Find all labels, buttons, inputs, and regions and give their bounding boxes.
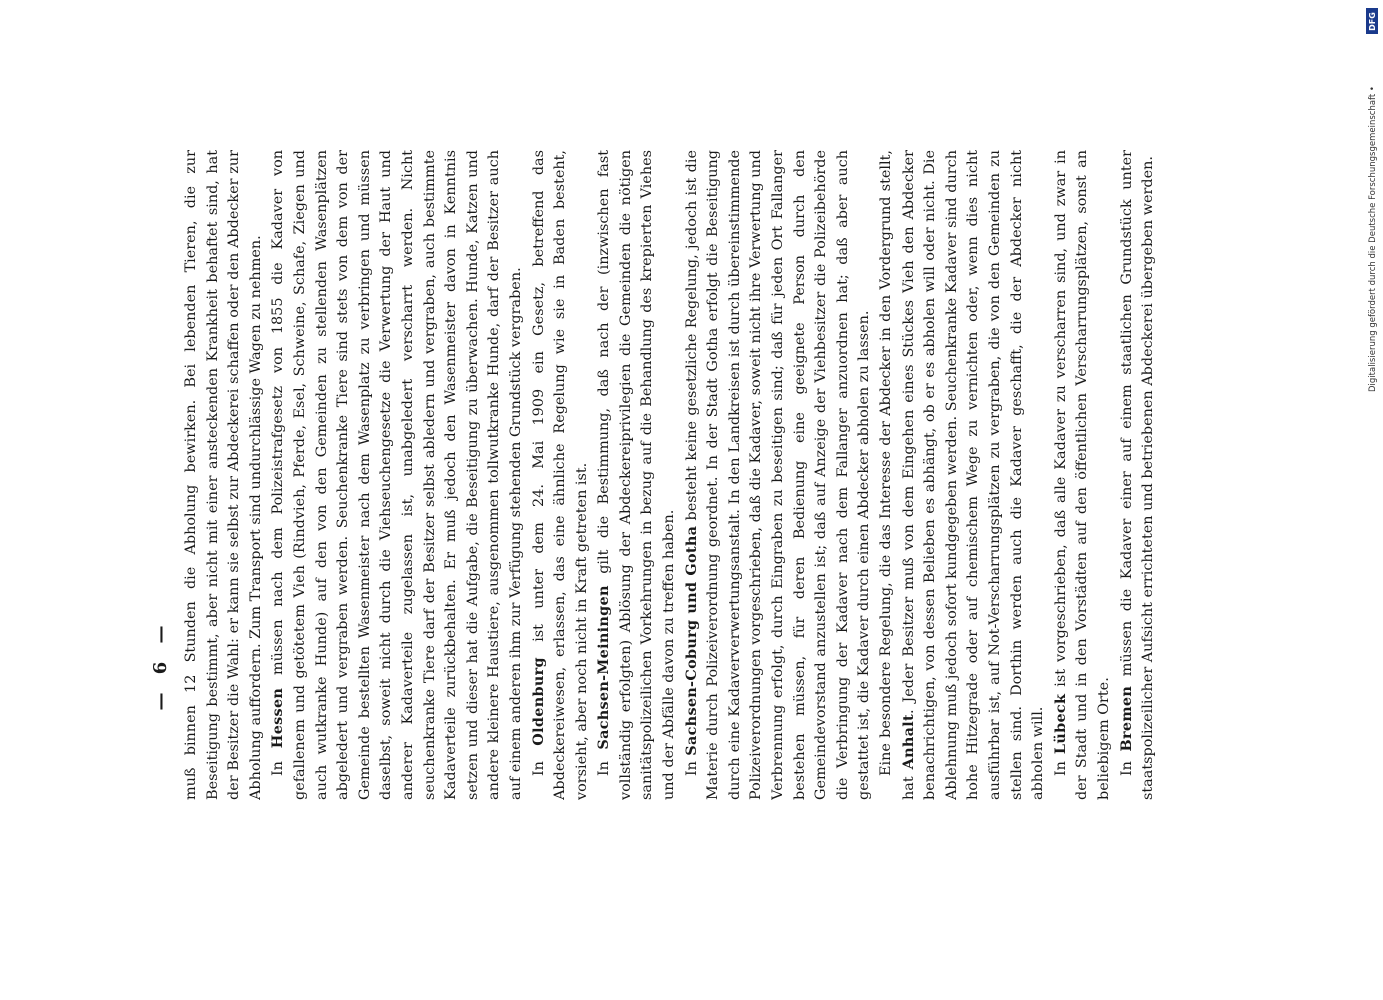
- region-name: Hessen: [269, 687, 287, 749]
- text-run: In: [270, 748, 287, 776]
- paragraph: [1116, 150, 1160, 800]
- text-run: gilt die Bestimmung, daß nach der (inzwischen fast vollständig erfolgten) Ablösung der Abdeckereiprivilegien die Gemeinden die nötigen sanitätspolizeilichen Vorkehrungen in bezug auf die Behandlung des krepierten Viehes und der Abfälle davon zu treffen haben.: [596, 150, 678, 800]
- digitization-credit-text: Digitalisierung gefördert durch die Deutsche Forschungsgemeinschaft •: [1368, 86, 1378, 392]
- paragraph: [267, 150, 527, 800]
- text-run: In: [683, 755, 700, 776]
- paragraph: [593, 150, 680, 800]
- text-run: Eine besondere Regelung, die das Interesse der Abdecker in den Vordergrund stellt, hat: [878, 150, 917, 800]
- paragraph: [528, 150, 594, 800]
- region-name: Sachsen-Coburg und Gotha: [682, 525, 700, 756]
- region-name: Bremen: [1117, 685, 1135, 752]
- paragraph: [181, 150, 267, 800]
- paragraph: [876, 150, 1050, 800]
- region-name: Oldenburg: [529, 657, 547, 746]
- text-run: ist vorgeschrieben, daß alle Kadaver zu verscharren sind, und zwar in der Stadt und in den Vorstädten auf den öffentlichen Verscharrungsplätzen, sonst an beliebigem Orte.: [1052, 150, 1112, 800]
- region-name: Sachsen-Meiningen: [595, 585, 613, 750]
- text-run: müssen die Kadaver einer auf einem staatlichen Grundstück unter staatspolizeilicher Aufsicht errichteten und betriebenen Abdeckerei übergeben werden.: [1118, 150, 1157, 800]
- region-name: Anhalt: [899, 714, 917, 770]
- text-run: In: [1052, 754, 1069, 776]
- region-name: Lübeck: [1051, 693, 1069, 755]
- text-run: müssen nach dem Polizeistrafgesetz von 1855 die Kadaver von gefallenem und getötetem Vieh (Rindvieh, Pferde, Esel, Schweine, Schafe, Ziegen und auch wutkranke Hunde) auf den von den Gemeinden zu stellenden Wasenplätzen abgeledert und vergraben werden. Seuchenkranke Tiere sind stets von dem von der Gemeinde bestellten Wasenmeister nach dem Wasenplatz zu verbringen und müssen daselbst, soweit nicht durch die Viehseuchengesetze die Verwertung der Haut und anderer Kadaverteile zugelassen ist, unabgeledert verscharrt werden. Nicht seuchenkranke Tiere darf der Besitzer selbst abledern und vergraben, auch bestimmte Kadaverteile zurückbehalten. Er muß jedoch den Wasenmeister davon in Kenntnis setzen und dieser hat die Aufgabe, die Beseitigung zu überwachen. Hunde, Katzen und andere kleinere Haustiere, ausgenommen tollwutkranke Hunde, darf der Besitzer auch auf einem anderen ihm zur Verfügung stehenden Grundstück vergraben.: [270, 150, 524, 800]
- text-run: besteht keine gesetzliche Regelung, jedoch ist die Materie durch Polizeiverordnung geordnet. In der Stadt Gotha erfolgt die Beseitigung durch eine Kadaververwertungsanstalt. In den Landkreisen ist durch übereinstimmende Polizeiverordnungen vorgeschrieben, daß die Kadaver, soweit nicht ihre Verwertung und Verbrennung erfolgt, durch Eingraben zu beseitigen sind; daß für jeden Ort Fallanger bestehen müssen, für deren Bedienung eine geeignete Person durch den Gemeindevorstand anzustellen ist; daß auf Anzeige der Viehbesitzer die Polizeibehörde die Verbringung der Kadaver nach dem Fallanger anzuordnen hat; daß aber auch gestattet ist, die Kadaver durch einen Abdecker abholen zu lassen.: [683, 150, 873, 800]
- digitization-credit: [1368, 40, 1378, 400]
- paragraph: [1050, 150, 1116, 800]
- text-run: muß binnen 12 Stunden die Abholung bewirken. Bei lebenden Tieren, die zur Beseitigung bestimmt, aber nicht mit einer ansteckenden Krankheit behaftet sind, hat der Besitzer die Wahl: er kann sie selbst zur Abdeckerei schaffen oder den Abdecker zur Abholung auffordern. Zum Transport sind undurchlässige Wagen zu nehmen.: [183, 150, 264, 800]
- page-text: [181, 150, 1160, 800]
- text-run: In: [1118, 751, 1135, 776]
- text-run: In: [596, 749, 613, 776]
- text-run: In: [530, 745, 547, 776]
- book-page: [150, 150, 1235, 800]
- dfg-logo: DFG: [1366, 8, 1378, 34]
- text-run: ist unter dem 24. Mai 1909 ein Gesetz, betreffend das Abdeckereiwesen, erlassen, das eine ähnliche Regelung wie sie in Baden besteht, vorsieht, aber noch nicht in Kraft getreten ist.: [530, 150, 590, 800]
- paragraph: [681, 150, 876, 800]
- text-run: . Jeder Besitzer muß von dem Eingehen eines Stückes Vieh den Abdecker benachrichtigen, von dessen Belieben es abhängt, ob er es abholen will oder nicht. Die Ablehnung muß jedoch sofort kundgegeben werden. Seuchenkranke Kadaver sind durch hohe Hitzegrade oder auf chemischem Wege zu vernichten oder, wenn dies nicht ausführbar ist, auf Not-Verscharrungsplätzen zu vergraben, die von den Gemeinden zu stellen sind. Dorthin werden auch die Kadaver geschafft, die der Abdecker nicht abholen will.: [900, 150, 1047, 800]
- page-number: — 6 —: [150, 619, 171, 711]
